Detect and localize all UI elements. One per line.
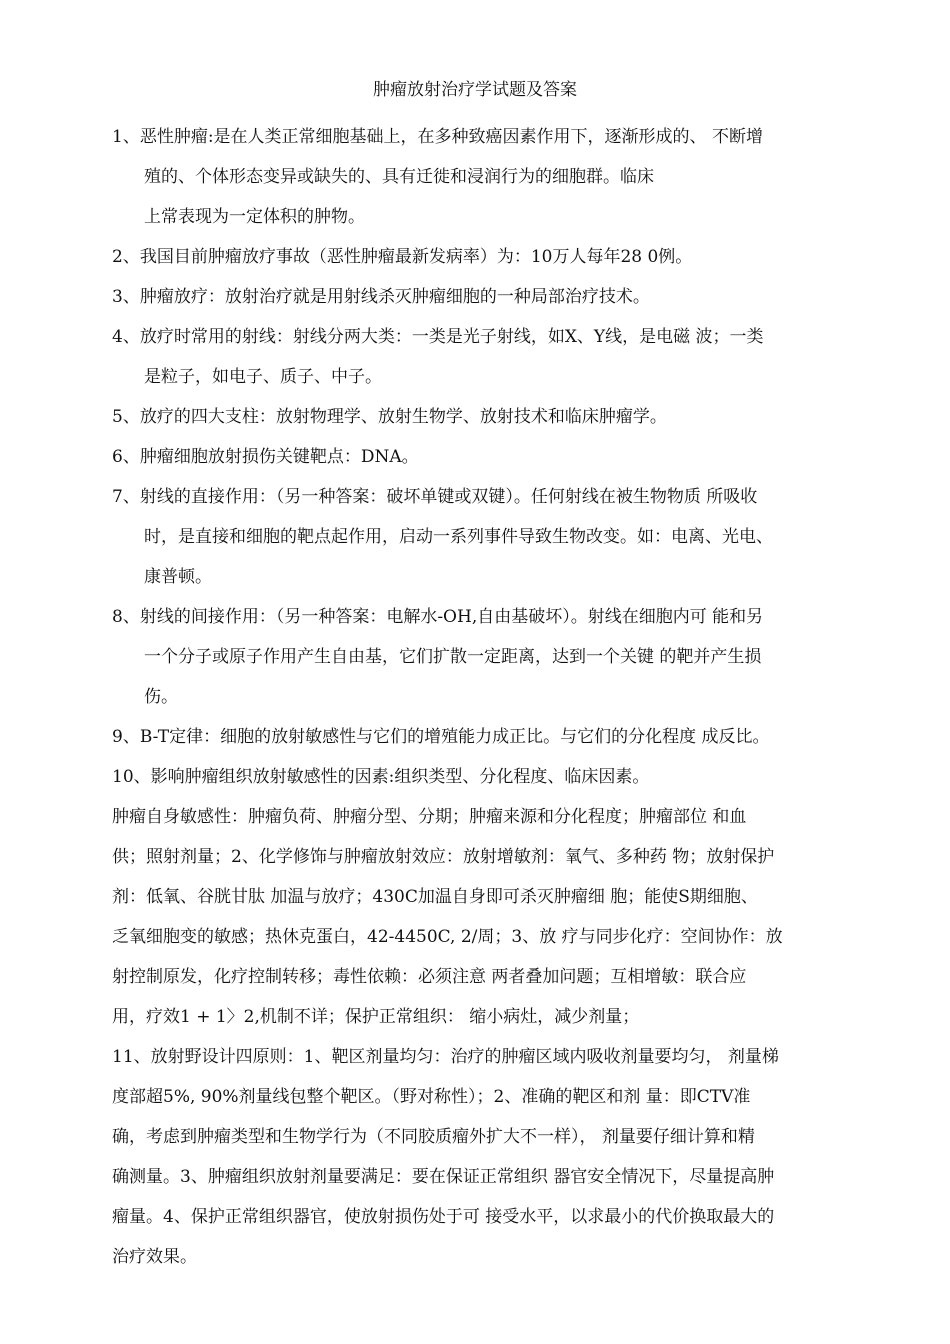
paragraph-line: 肿瘤自身敏感性：肿瘤负荷、肿瘤分型、分期；肿瘤来源和分化程度；肿瘤部位 和血	[112, 807, 747, 827]
paragraph-line: 射控制原发，化疗控制转移；毒性依赖：必须注意 两者叠加问题；互相增敏：联合应	[112, 967, 747, 987]
list-item	[112, 717, 862, 757]
list-item-line: 2、我国目前肿瘤放疗事故（恶性肿瘤最新发病率）为：10万人每年28 0例。	[112, 247, 693, 267]
list-item-line: 4、放疗时常用的射线：射线分两大类：一类是光子射线，如X、Y线，是电磁 波；一类	[112, 327, 764, 347]
list-item	[112, 277, 862, 317]
list-item-line: 一个分子或原子作用产生自由基，它们扩散一定距离，达到一个关键 的靶并产生损	[144, 647, 762, 667]
document-body	[112, 117, 862, 1277]
list-item-line: 9、B-T定律：细胞的放射敏感性与它们的增殖能力成正比。与它们的分化程度 成反比。	[112, 727, 770, 747]
list-item	[112, 477, 862, 597]
paragraph-line: 确，考虑到肿瘤类型和生物学行为（不同胶质瘤外扩大不一样）， 剂量要仔细计算和精	[112, 1127, 755, 1147]
paragraph-line: 剂：低氧、谷胱甘肽 加温与放疗；430C加温自身即可杀灭肿瘤细 胞；能使S期细胞、	[112, 887, 758, 907]
paragraph-field-design	[112, 1037, 862, 1277]
list-item	[112, 237, 862, 277]
list-item	[112, 597, 862, 717]
list-item	[112, 437, 862, 477]
paragraph-line: 确测量。3、肿瘤组织放射剂量要满足：要在保证正常组织 器官安全情况下，尽量提高肿	[112, 1167, 775, 1187]
list-item-line: 5、放疗的四大支柱：放射物理学、放射生物学、放射技术和临床肿瘤学。	[112, 407, 667, 427]
list-item-line: 7、射线的直接作用：（另一种答案：破坏单键或双键）。任何射线在被生物物质 所吸收	[112, 487, 758, 507]
list-item-line: 是粒子，如电子、质子、中子。	[144, 367, 382, 387]
list-item-line: 3、肿瘤放疗：放射治疗就是用射线杀灭肿瘤细胞的一种局部治疗技术。	[112, 287, 650, 307]
list-item	[112, 317, 862, 397]
list-item-line: 10、影响肿瘤组织放射敏感性的因素:组织类型、分化程度、临床因素。	[112, 767, 650, 787]
numbered-items	[112, 117, 862, 797]
paragraph-line: 11、放射野设计四原则：1、靶区剂量均匀：治疗的肿瘤区域内吸收剂量要均匀， 剂量梯	[112, 1047, 779, 1067]
paragraph-radiosensitivity	[112, 797, 862, 1037]
list-item	[112, 117, 862, 237]
list-item-line: 康普顿。	[144, 567, 212, 587]
list-item	[112, 757, 862, 797]
paragraph-line: 用，疗效1 + 1〉2,机制不详；保护正常组织： 缩小病灶，减少剂量；	[112, 1007, 640, 1027]
list-item-line: 伤。	[144, 687, 178, 707]
list-item-line: 上常表现为一定体积的肿物。	[144, 207, 365, 227]
list-item-line: 1、恶性肿瘤:是在人类正常细胞基础上，在多种致癌因素作用下，逐渐形成的、 不断增	[112, 127, 763, 147]
list-item-line: 6、肿瘤细胞放射损伤关键靶点：DNA。	[112, 447, 419, 467]
list-item	[112, 397, 862, 437]
paragraph-line: 瘤量。4、保护正常组织器官，使放射损伤处于可 接受水平，以求最小的代价换取最大的	[112, 1207, 775, 1227]
document-title: 肿瘤放射治疗学试题及答案	[373, 80, 577, 100]
list-item-line: 8、射线的间接作用：（另一种答案：电解水-OH,自由基破坏）。射线在细胞内可 能和另	[112, 607, 764, 627]
paragraph-line: 乏氧细胞变的敏感；热休克蛋白，42-4450C, 2/周；3、放 疗与同步化疗：空间协作：放	[112, 927, 783, 947]
list-item-line: 殖的、个体形态变异或缺失的、具有迁徙和浸润行为的细胞群。临床	[144, 167, 654, 187]
paragraph-line: 度部超5%, 90%剂量线包整个靶区。（野对称性）；2、准确的靶区和剂 量：即CTV准	[112, 1087, 751, 1107]
paragraph-line: 治疗效果。	[112, 1247, 197, 1267]
paragraph-line: 供；照射剂量；2、化学修饰与肿瘤放射效应：放射增敏剂：氧气、多种药 物；放射保护	[112, 847, 775, 867]
list-item-line: 时，是直接和细胞的靶点起作用，启动一系列事件导致生物改变。如：电离、光电、	[144, 527, 773, 547]
